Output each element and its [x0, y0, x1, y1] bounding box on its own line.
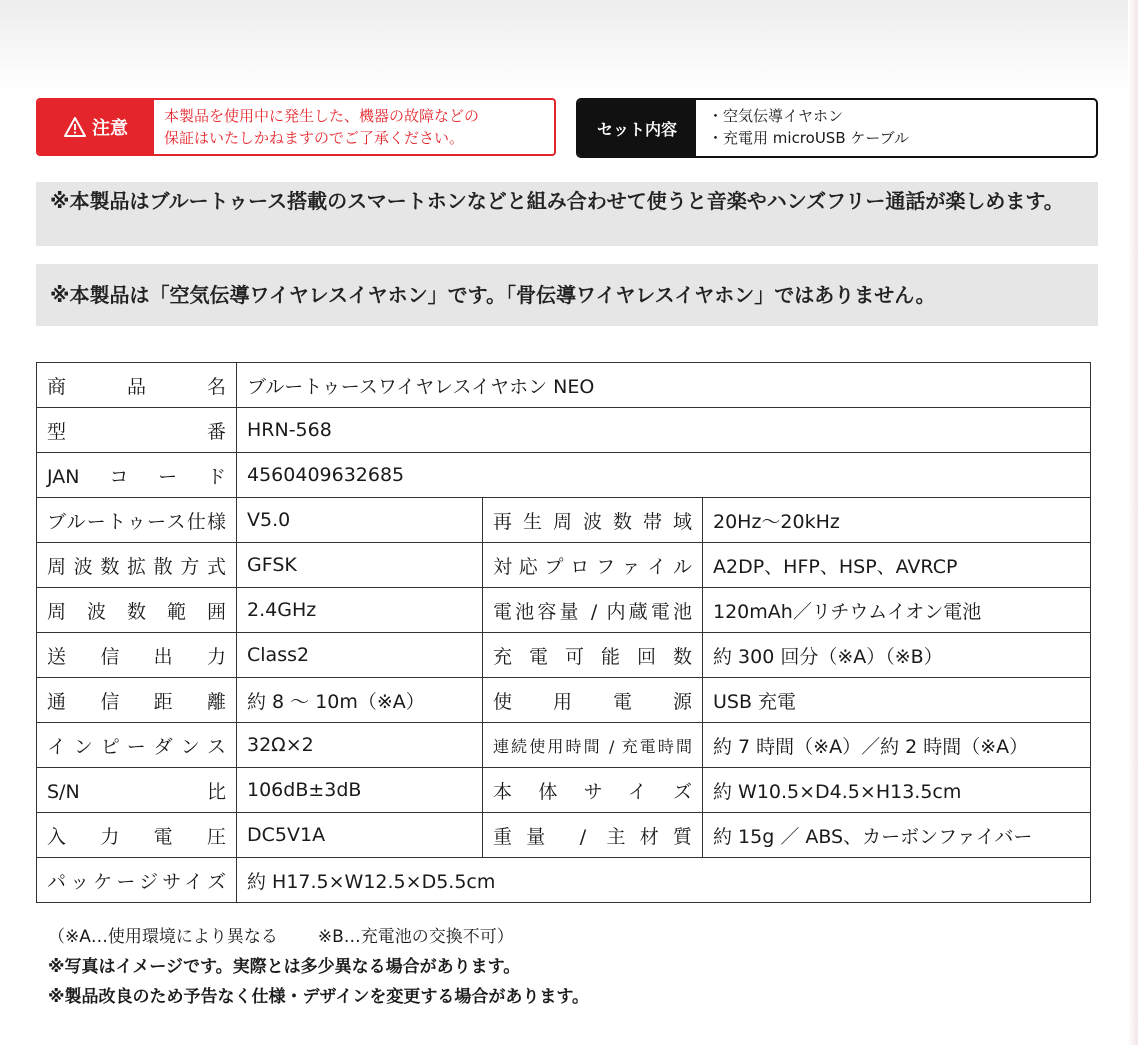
caution-box [36, 98, 556, 156]
spec-value: 32Ω×2 [237, 723, 483, 768]
spec-label: 型番 [37, 408, 237, 453]
spec-label: 商品名 [37, 363, 237, 408]
table-row [37, 723, 1091, 768]
spec-value: 約 W10.5×D4.5×H13.5cm [703, 768, 1091, 813]
table-row [37, 633, 1091, 678]
footnote-a: （※A…使用環境により異なる [48, 927, 278, 947]
set-contents-item: ・ 空気伝導イヤホン [708, 105, 1084, 127]
table-row [37, 813, 1091, 858]
table-row [37, 678, 1091, 723]
spec-value: 約 300 回分（※A）（※B） [703, 633, 1091, 678]
set-contents-item: ・ 充電用 microUSB ケーブル [708, 127, 1084, 149]
table-row [37, 543, 1091, 588]
spec-value: 106dB±3dB [237, 768, 483, 813]
right-edge [1128, 0, 1138, 1045]
spec-value: DC5V1A [237, 813, 483, 858]
caution-text-line-2: 保証はいたしかねますのでご了承ください。 [164, 129, 465, 147]
note-air-conduction: ※本製品は「空気伝導ワイヤレスイヤホン」です。「骨伝導ワイヤレスイヤホン」ではありません。 [36, 264, 1098, 326]
spec-label: 再生周波数帯域 [483, 498, 703, 543]
spec-value: 20Hz～20kHz [703, 498, 1091, 543]
table-row [37, 453, 1091, 498]
set-contents-label: セット内容 [578, 100, 696, 156]
spec-value: ブルートゥースワイヤレスイヤホン NEO [237, 363, 1091, 408]
caution-text-line-1: 本製品を使用中に発生した、機器の故障などの [164, 107, 480, 125]
footnote-line-1 [48, 922, 1048, 952]
spec-label: 連続使用時間 / 充電時間 [483, 723, 703, 768]
footnote-line-2: ※写真はイメージです。実際とは多少異なる場合があります。 [48, 957, 521, 977]
spec-table [36, 362, 1091, 903]
top-shade [0, 0, 1138, 90]
spec-label: 重量 / 主材質 [483, 813, 703, 858]
spec-label: JANコード [37, 453, 237, 498]
spec-label: インピーダンス [37, 723, 237, 768]
spec-value: 4560409632685 [237, 453, 1091, 498]
spec-label: パッケージサイズ [37, 858, 237, 903]
spec-label: 入力電圧 [37, 813, 237, 858]
note-bluetooth-usage: ※本製品はブルートゥース搭載のスマートホンなどと組み合わせて使うと音楽やハンズフリー通話が楽しめます。 [36, 182, 1098, 246]
spec-label: 通信距離 [37, 678, 237, 723]
spec-label: 本体サイズ [483, 768, 703, 813]
spec-label: 送信出力 [37, 633, 237, 678]
table-row [37, 498, 1091, 543]
table-row [37, 588, 1091, 633]
set-contents-box [576, 98, 1098, 158]
spec-value: A2DP、HFP、HSP、AVRCP [703, 543, 1091, 588]
table-row [37, 408, 1091, 453]
caution-label: 注意 [92, 118, 128, 139]
spec-value: USB 充電 [703, 678, 1091, 723]
spec-label: 対応プロファイル [483, 543, 703, 588]
spec-value: HRN-568 [237, 408, 1091, 453]
spec-label: S/N比 [37, 768, 237, 813]
spec-label: 周波数拡散方式 [37, 543, 237, 588]
footnote-b: ※B…充電池の交換不可） [317, 927, 514, 947]
spec-label: ブルートゥース仕様 [37, 498, 237, 543]
spec-value: GFSK [237, 543, 483, 588]
warning-icon [64, 117, 86, 137]
spec-value: Class2 [237, 633, 483, 678]
table-row [37, 858, 1091, 903]
spec-value: 約 8 ～ 10m（※A） [237, 678, 483, 723]
footnotes [48, 922, 1048, 1012]
table-row [37, 363, 1091, 408]
spec-value: 120mAh／リチウムイオン電池 [703, 588, 1091, 633]
spec-label: 使用電源 [483, 678, 703, 723]
table-row [37, 768, 1091, 813]
spec-value: 約 H17.5×W12.5×D5.5cm [237, 858, 1091, 903]
spec-label: 電池容量 / 内蔵電池 [483, 588, 703, 633]
spec-label: 充電可能回数 [483, 633, 703, 678]
spec-value: V5.0 [237, 498, 483, 543]
caution-header [38, 100, 154, 154]
spec-label: 周波数範囲 [37, 588, 237, 633]
spec-value: 約 7 時間（※A）／約 2 時間（※A） [703, 723, 1091, 768]
caution-text [154, 100, 554, 154]
set-contents-list [696, 100, 1096, 156]
spec-value: 2.4GHz [237, 588, 483, 633]
footnote-line-3: ※製品改良のため予告なく仕様・デザインを変更する場合があります。 [48, 987, 589, 1007]
spec-value: 約 15g ／ ABS、カーボンファイバー [703, 813, 1091, 858]
